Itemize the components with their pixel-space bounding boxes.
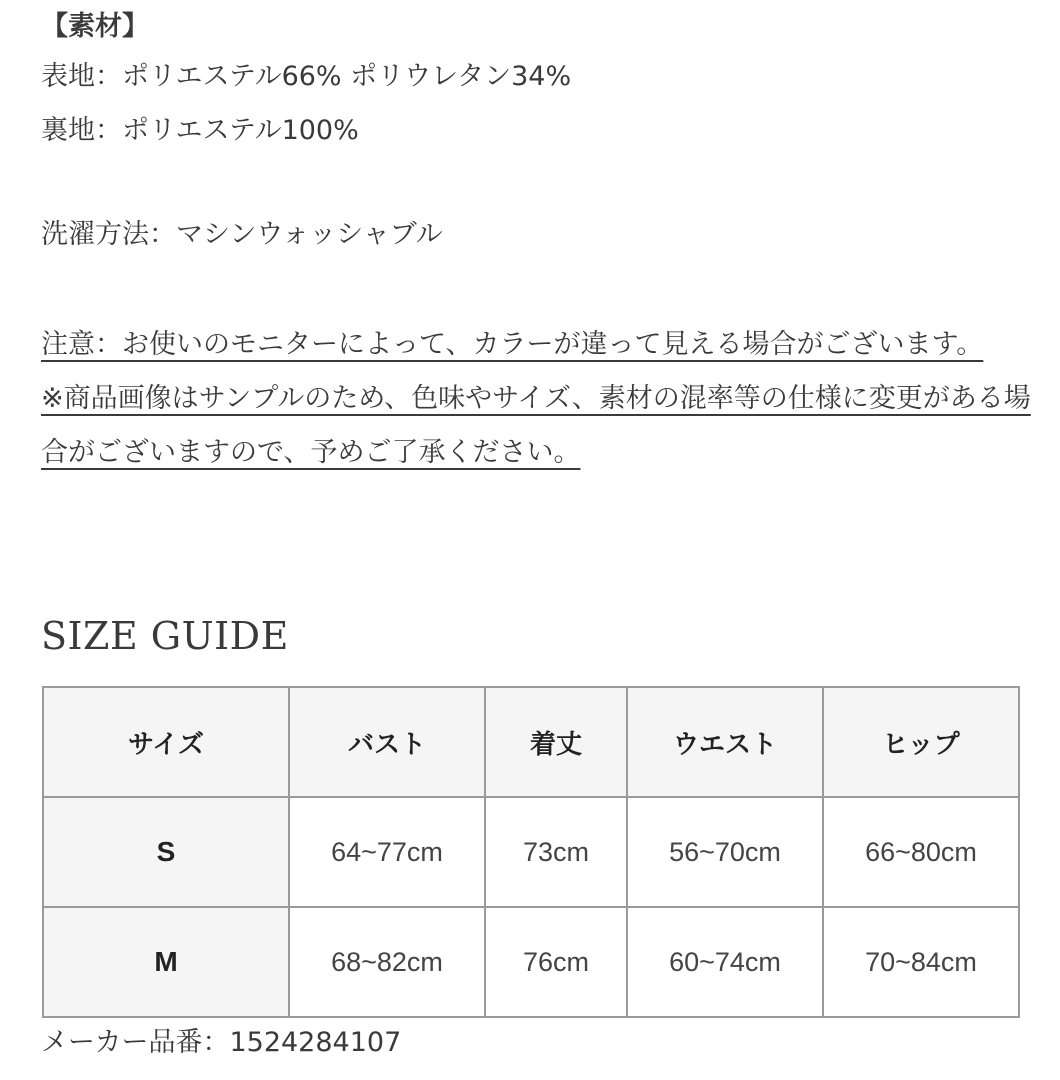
bust-cell: 68~82cm	[289, 907, 485, 1017]
hip-cell: 66~80cm	[823, 797, 1019, 907]
size-guide-table	[42, 686, 1020, 1018]
notice-sample-spec: ※商品画像はサンプルのため、色味やサイズ、素材の混率等の仕様に変更がある場合がございますので、予めご了承ください。	[41, 383, 1031, 468]
length-cell: 73cm	[485, 797, 627, 907]
size-label-cell: S	[43, 797, 289, 907]
table-row-s	[43, 797, 1019, 907]
table-header-row	[43, 687, 1019, 797]
waist-cell: 56~70cm	[627, 797, 823, 907]
notice-block	[41, 318, 1031, 480]
hip-cell: 70~84cm	[823, 907, 1019, 1017]
header-waist: ウエスト	[627, 687, 823, 797]
table-row-m	[43, 907, 1019, 1017]
bust-cell: 64~77cm	[289, 797, 485, 907]
washing-method-text: 洗濯方法：マシンウォッシャブル	[41, 219, 443, 250]
lining-fabric-text: 裏地：ポリエステル100%	[41, 115, 359, 146]
size-label-cell: M	[43, 907, 289, 1017]
size-guide-title: SIZE GUIDE	[41, 614, 289, 658]
header-size: サイズ	[43, 687, 289, 797]
header-length: 着丈	[485, 687, 627, 797]
waist-cell: 60~74cm	[627, 907, 823, 1017]
header-hip: ヒップ	[823, 687, 1019, 797]
material-heading: 【素材】	[41, 11, 149, 42]
outer-fabric-text: 表地：ポリエステル66% ポリウレタン34%	[41, 61, 572, 92]
maker-product-number: メーカー品番：1524284107	[41, 1027, 402, 1058]
notice-monitor-color: 注意：お使いのモニターによって、カラーが違って見える場合がございます。	[41, 329, 984, 360]
header-bust: バスト	[289, 687, 485, 797]
length-cell: 76cm	[485, 907, 627, 1017]
